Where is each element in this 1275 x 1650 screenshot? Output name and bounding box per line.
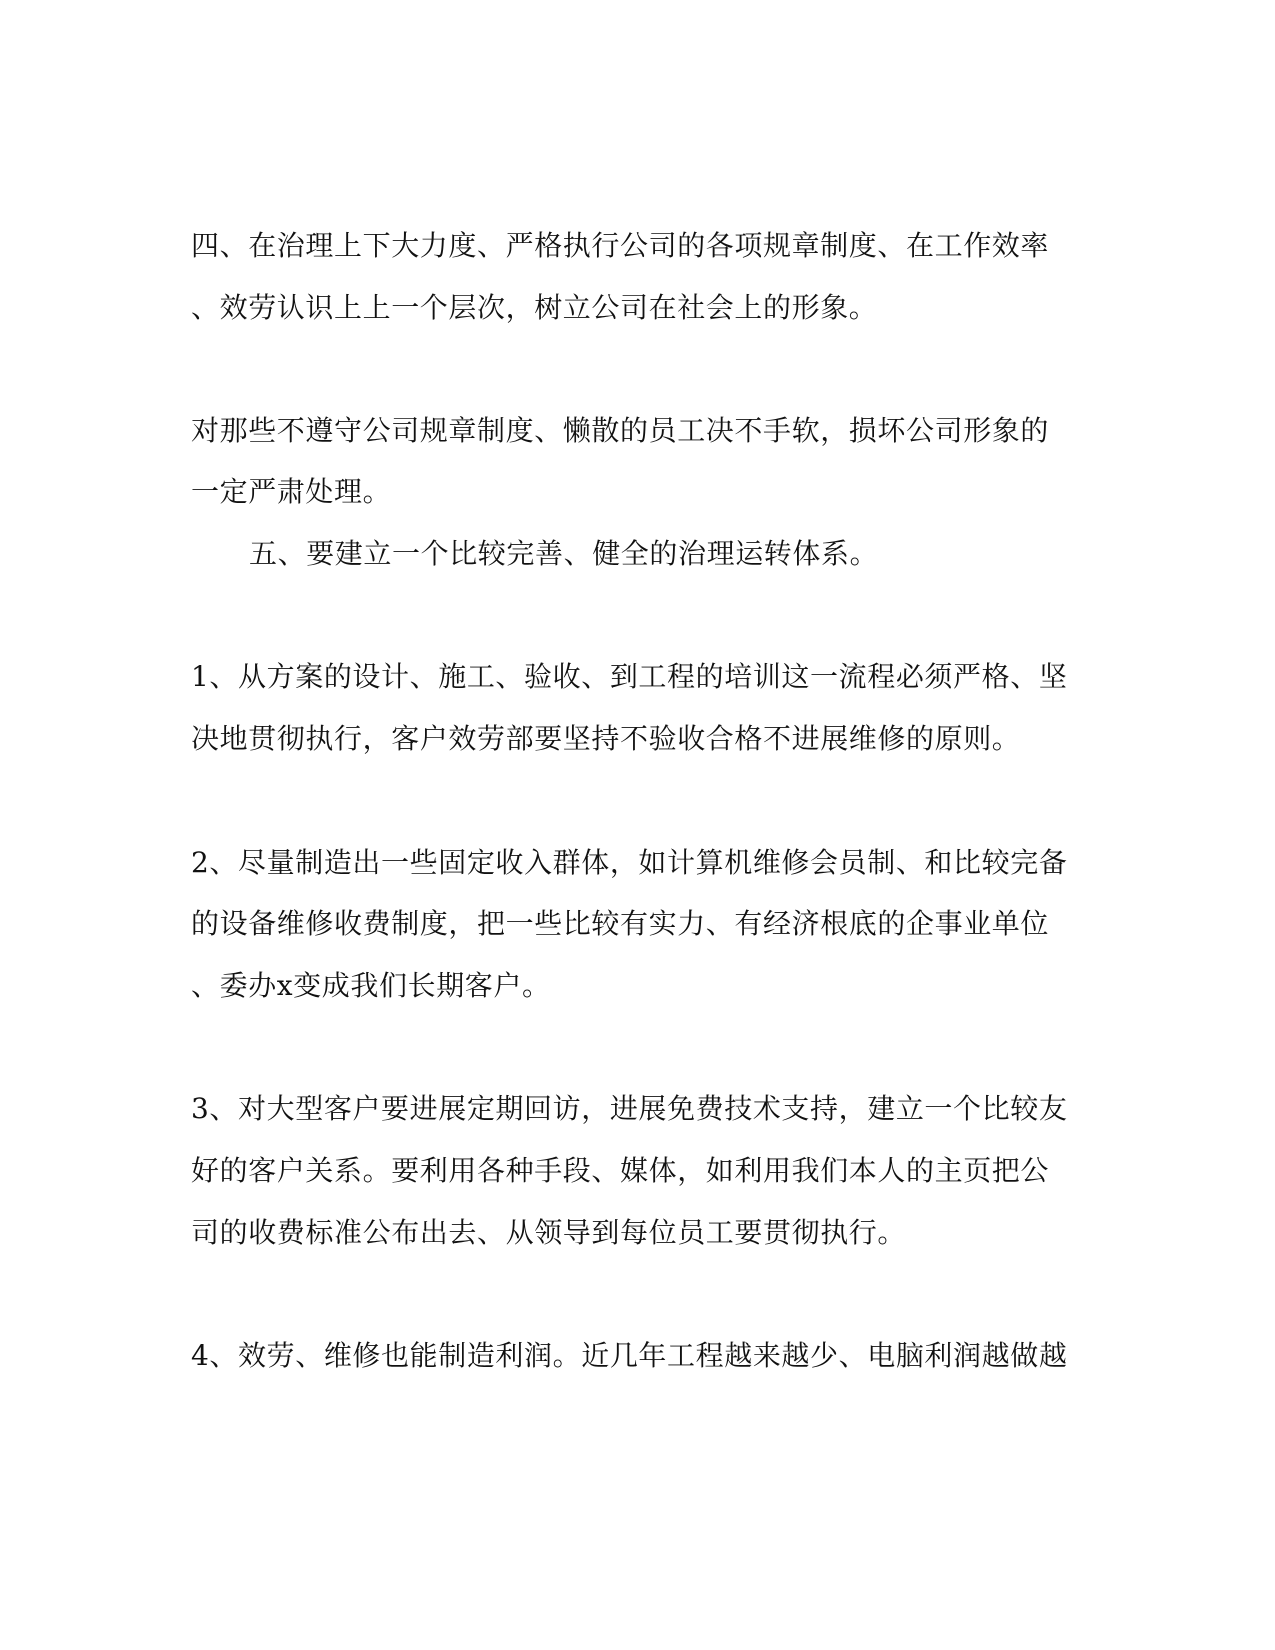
- paragraph-line: 1、从方案的设计、施工、验收、到工程的培训这一流程必须严格、坚: [191, 660, 1068, 693]
- paragraph-line: 对那些不遵守公司规章制度、懒散的员工决不手软，损坏公司形象的: [191, 414, 1050, 447]
- paragraph-line: 一定严肃处理。: [191, 475, 392, 508]
- paragraph-line: 司的收费标准公布出去、从领导到每位员工要贯彻执行。: [191, 1216, 907, 1249]
- paragraph-line: 2、尽量制造出一些固定收入群体，如计算机维修会员制、和比较完备: [191, 846, 1068, 879]
- paragraph-line: 的设备维修收费制度，把一些比较有实力、有经济根底的企事业单位: [191, 907, 1050, 940]
- paragraph-line: 决地贯彻执行，客户效劳部要坚持不验收合格不进展维修的原则。: [191, 722, 1021, 755]
- paragraph-line: 、效劳认识上上一个层次，树立公司在社会上的形象。: [191, 291, 878, 324]
- paragraph-line: 好的客户关系。要利用各种手段、媒体，如利用我们本人的主页把公: [191, 1154, 1050, 1187]
- paragraph-line: 四、在治理上下大力度、严格执行公司的各项规章制度、在工作效率: [191, 229, 1050, 262]
- paragraph-line: 4、效劳、维修也能制造利润。近几年工程越来越少、电脑利润越做越: [191, 1339, 1068, 1372]
- section-heading: 五、要建立一个比较完善、健全的治理运转体系。: [249, 537, 879, 570]
- paragraph-line: 3、对大型客户要进展定期回访，进展免费技术支持，建立一个比较友: [191, 1092, 1068, 1125]
- paragraph-line: 、委办x变成我们长期客户。: [191, 969, 551, 1002]
